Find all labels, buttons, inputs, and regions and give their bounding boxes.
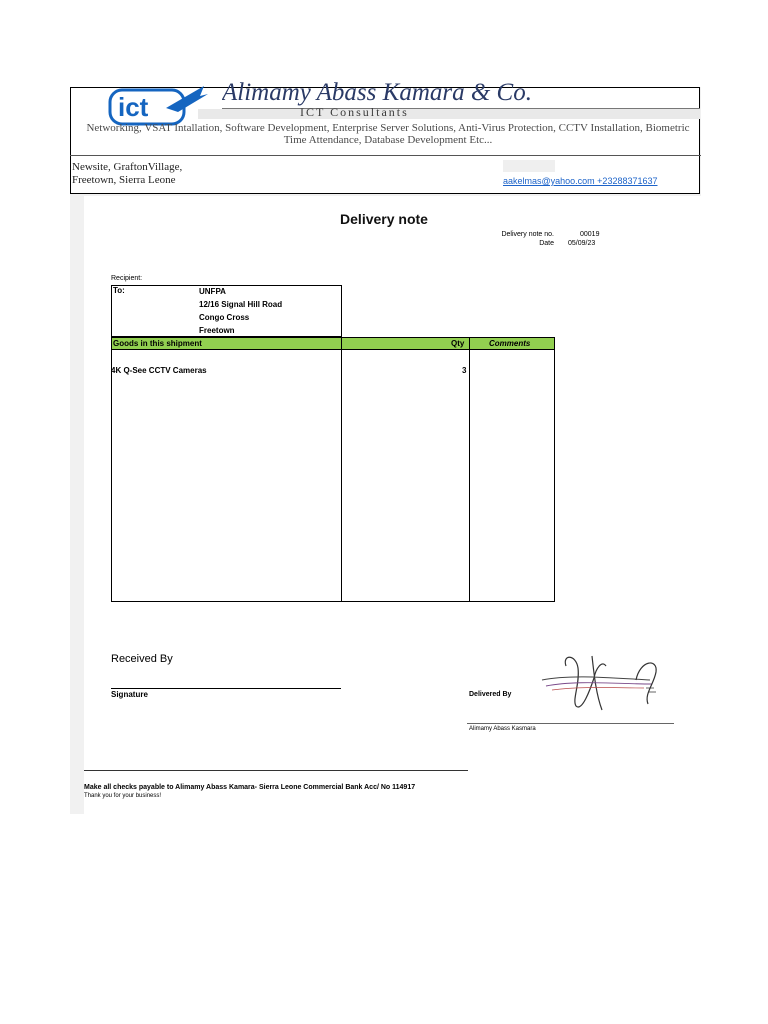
- recipient-line: 12/16 Signal Hill Road: [199, 300, 283, 309]
- comments-column-header: Comments: [489, 339, 531, 348]
- qty-column-header: Qty: [451, 339, 465, 348]
- note-number-value: 00019: [580, 231, 600, 238]
- delivered-by-label: Delivered By: [469, 691, 512, 698]
- recipient-line: Congo Cross: [199, 313, 250, 322]
- payment-instructions: Make all checks payable to Alimamy Abass Kamara- Sierra Leone Commercial Bank Acc/ No 114917: [84, 784, 416, 791]
- deliverer-signature-line: [467, 723, 674, 724]
- contact-highlight: [503, 160, 555, 172]
- recipient-caption: Recipient:: [111, 275, 143, 282]
- tagline-bar: [198, 109, 700, 119]
- contact-link[interactable]: aakelmas@yahoo.com +23288371637: [503, 176, 658, 186]
- date-value: 05/09/23: [568, 240, 596, 247]
- goods-item: 4K Q-See CCTV Cameras: [111, 366, 207, 375]
- received-by-label: Received By: [111, 653, 173, 665]
- goods-table: [111, 350, 555, 602]
- column-divider: [341, 337, 342, 602]
- column-divider: [469, 337, 470, 602]
- date-label: Date: [539, 240, 554, 247]
- document-title: Delivery note: [340, 211, 428, 227]
- footer-divider: [84, 770, 468, 771]
- deliverer-name: Alimamy Abass Kasmara: [469, 726, 536, 732]
- signature-line: [111, 688, 341, 689]
- company-tagline: ICT Consultants: [300, 105, 409, 119]
- company-address: [72, 161, 182, 187]
- goods-qty: 3: [462, 366, 467, 375]
- to-label: To:: [113, 286, 125, 295]
- logo-text: ict: [118, 92, 149, 122]
- recipient-line: UNFPA: [199, 287, 226, 296]
- thank-you-note: Thank you for your business!: [84, 793, 162, 799]
- address-line: Newsite, GraftonVillage,: [72, 161, 183, 173]
- company-services: Networking, VSAT Intallation, Software Development, Enterprise Server Solutions, Anti-Virus Protection, CCTV Installation, Biometric Time Attendance, Database Development Etc...: [86, 122, 690, 146]
- ict-logo-icon: [108, 84, 208, 126]
- handwritten-signature: [532, 650, 678, 716]
- goods-column-header: Goods in this shipment: [113, 339, 202, 348]
- address-line: Freetown, Sierra Leone: [72, 174, 176, 186]
- recipient-line: Freetown: [199, 326, 235, 335]
- note-number-label: Delivery note no.: [501, 231, 554, 238]
- signature-label: Signature: [111, 690, 148, 699]
- letterhead-divider: [70, 155, 701, 156]
- company-name: Alimamy Abass Kamara & Co.: [222, 79, 532, 106]
